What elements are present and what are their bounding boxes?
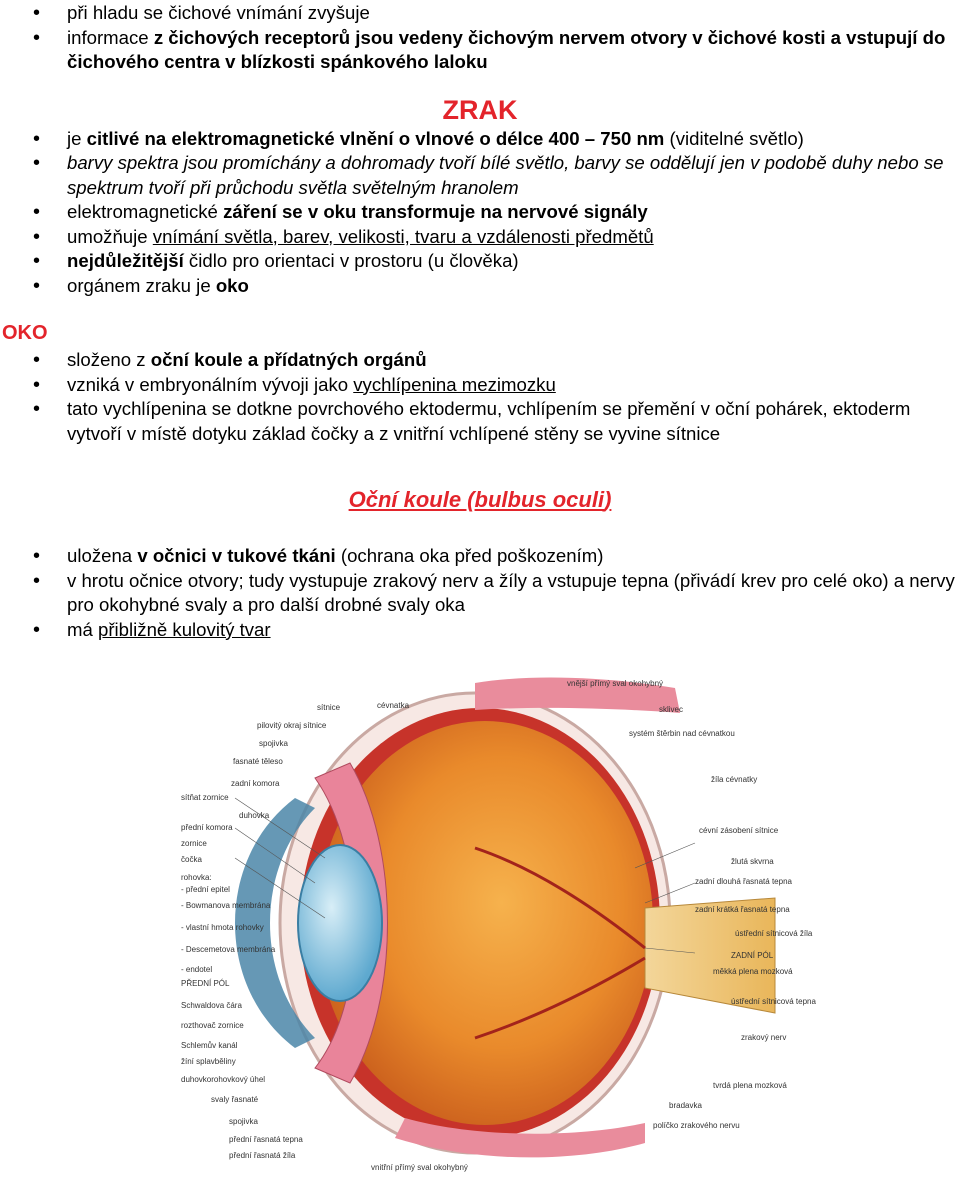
list-item-bold: nejdůležitější: [67, 250, 184, 271]
figure-label: spojivka: [259, 739, 288, 748]
list-item-text: čidlo pro orientaci v prostoru (u člověka): [183, 250, 519, 271]
figure-label: měkká plena mozková: [713, 967, 793, 976]
list-item-text: je: [67, 127, 87, 149]
figure-label: ústřední sítnicová tepna: [731, 997, 816, 1006]
cich-list: [0, 1, 960, 75]
list-item-text: orgánem zraku je: [67, 274, 216, 296]
figure-label: tvrdá plena mozková: [713, 1081, 787, 1090]
heading-zrak: ZRAK: [442, 94, 518, 125]
list-item-text: (viditelné světlo): [664, 127, 804, 149]
figure-label: přední řasnatá tepna: [229, 1135, 303, 1144]
list-item-underlined: vnímání světla, barev, velikosti, tvaru a vzdálenosti předmětů: [152, 225, 654, 247]
list-item-underlined: přibližně kulovitý tvar: [98, 618, 271, 640]
figure-label: zadní komora: [231, 779, 280, 788]
list-item-bold: oční koule a přídatných orgánů: [150, 349, 427, 370]
figure-label: - Bowmanova membrána: [181, 901, 271, 910]
figure-label: fasnaté těleso: [233, 757, 283, 766]
figure-label: zadní krátká řasnatá tepna: [695, 905, 790, 914]
list-item-text: tato vychlípenina se dotkne povrchového ektodermu, vchlípením se přemění v oční pohárek, ektoderm vytvoří v místě dotyku základ čočky a z vnitřní vchlípené stěny se vyvine sítnice: [67, 398, 911, 444]
list-item: [0, 1, 960, 26]
figure-label: žlutá skvrna: [731, 857, 774, 866]
figure-label: zornice: [181, 839, 207, 848]
list-item: [0, 127, 960, 152]
figure-label: bradavka: [669, 1101, 702, 1110]
figure-label: duhovka: [239, 811, 270, 820]
heading-part: bulbus oculi: [474, 487, 605, 512]
figure-label: - endotel: [181, 965, 213, 974]
list-item-text: v hrotu očnice otvory; tudy vystupuje zrakový nerv a žíly a vstupuje tepna (přivádí krev pro celé oko) a nervy pro okohybné svaly a pro další drobné svaly oka: [67, 569, 955, 615]
oko-list: [0, 348, 960, 446]
figure-label: Schwaldova čára: [181, 1001, 242, 1010]
list-item: [0, 544, 960, 569]
figure-label: pilovitý okraj sítnice: [257, 721, 327, 730]
list-item-text: elektromagnetické: [67, 201, 224, 222]
list-item: [0, 569, 960, 618]
list-item-text: informace: [67, 26, 154, 48]
list-item-bold: oko: [215, 274, 249, 296]
list-item: [0, 151, 960, 200]
list-item: [0, 274, 960, 299]
koule-list: [0, 544, 960, 642]
figure-label: vnější přímý sval okohybný: [567, 679, 664, 688]
figure-label: zrakový nerv: [741, 1033, 787, 1042]
figure-label: rohovka:: [181, 873, 212, 882]
list-item-bold: záření se v oku transformuje na nervové signály: [223, 201, 648, 222]
figure-label: duhovkorohovkový úhel: [181, 1075, 266, 1084]
figure-label: sítnice: [317, 703, 341, 712]
figure-label: spojivka: [229, 1117, 258, 1126]
figure-label: systém štěrbin nad cévnatkou: [629, 729, 735, 738]
figure-label: cévní zásobení sítnice: [699, 826, 779, 835]
list-item-text: umožňuje: [67, 225, 153, 247]
figure-label: zadní dlouhá řasnatá tepna: [695, 877, 792, 886]
list-item-text: při hladu se čichové vnímání zvyšuje: [67, 2, 370, 23]
figure-label: Schlemův kanál: [181, 1041, 238, 1050]
list-item: [0, 618, 960, 643]
figure-label: PŘEDNÍ PÓL: [181, 979, 230, 988]
list-item: [0, 26, 960, 75]
list-item-underlined: vychlípenina mezimozku: [353, 373, 556, 395]
list-item-text: vzniká v embryonálním vývoji jako: [67, 373, 354, 395]
list-item-bold: z čichových receptorů jsou vedeny čichovým nervem otvory v čichové kosti a vstupují do čichového centra v blízkosti spánkového laloku: [67, 26, 946, 72]
figure-label: ústřední sítnicová žíla: [735, 929, 813, 938]
figure-label: - Descemetova membrána: [181, 945, 276, 954]
figure-label: políčko zrakového nervu: [653, 1121, 740, 1130]
figure-label: - vlastní hmota rohovky: [181, 923, 264, 932]
heading-part: Oční koule (: [348, 487, 475, 512]
list-item-text: uložena: [67, 545, 138, 566]
figure-label: sklivec: [659, 705, 684, 714]
figure-label: přední řasnatá žíla: [229, 1151, 296, 1160]
list-item-bold: v očnici v tukové tkáni: [137, 545, 336, 566]
figure-label: žíla cévnatky: [711, 775, 758, 784]
heading-part: ): [604, 487, 612, 512]
zrak-list: [0, 127, 960, 299]
list-item-text: složeno z: [67, 349, 151, 370]
figure-label: přední komora: [181, 823, 233, 832]
list-item-italic: barvy spektra jsou promíchány a dohromady tvoří bílé světlo, barvy se oddělují jen v podobě duhy nebo se spektrum tvoří při průchodu světla světelným hranolem: [67, 152, 944, 198]
list-item: [0, 348, 960, 373]
heading-oko: OKO: [2, 322, 48, 344]
figure-label: svaly řasnaté: [211, 1095, 259, 1104]
figure-label: ZADNÍ PÓL: [731, 951, 774, 960]
lens-shape: [298, 845, 382, 1001]
heading-ocni-koule: [0, 486, 960, 514]
figure-label: vnitřní přímý sval okohybný: [371, 1163, 468, 1172]
figure-label: - přední epitel: [181, 885, 230, 894]
list-item: [0, 249, 960, 274]
figure-label: cévnatka: [377, 701, 410, 710]
list-item: [0, 225, 960, 250]
figure-label: sítňat zornice: [181, 793, 229, 802]
list-item: [0, 373, 960, 398]
figure-label: žíní splavběliny: [181, 1057, 236, 1066]
list-item: [0, 200, 960, 225]
figure-label: čočka: [181, 855, 202, 864]
list-item-text: má: [67, 618, 98, 640]
list-item: [0, 397, 960, 446]
eye-anatomy-figure: [175, 668, 816, 1173]
list-item-text: (ochrana oka před poškozením): [335, 545, 604, 566]
list-item-bold: citlivé na elektromagnetické vlnění o vlnové o délce 400 – 750 nm: [86, 127, 665, 149]
figure-label: rozthovač zornice: [181, 1021, 244, 1030]
